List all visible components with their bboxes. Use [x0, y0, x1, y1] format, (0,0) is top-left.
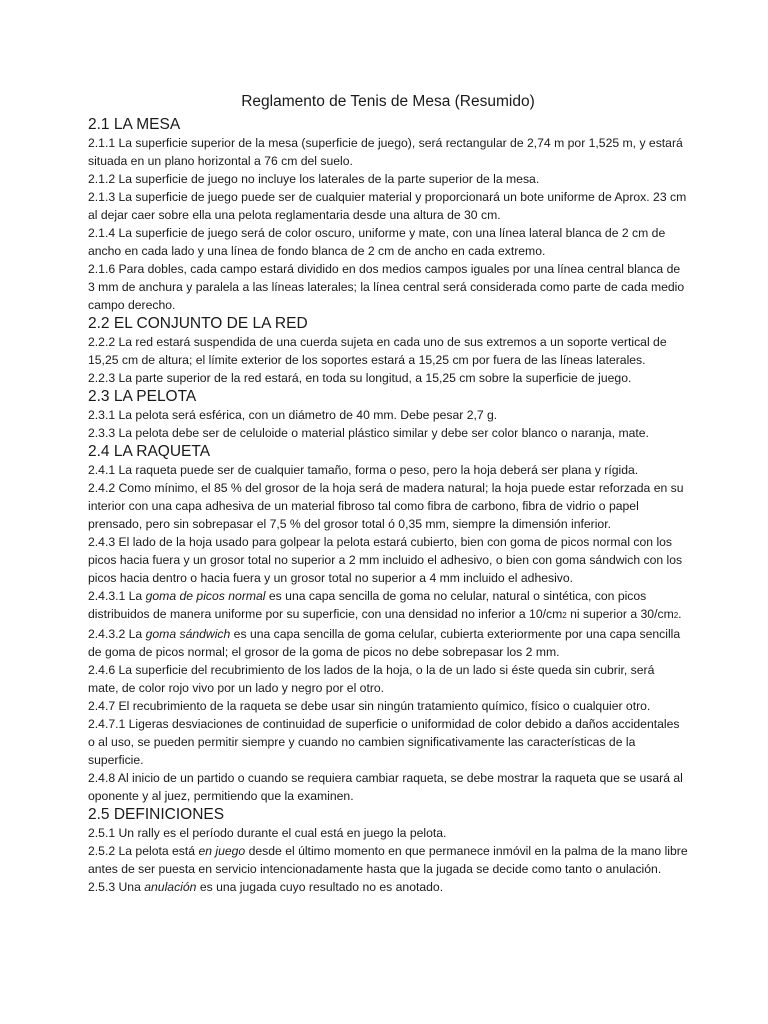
paragraph-2-1-2: 2.1.2 La superficie de juego no incluye los laterales de la parte superior de la mesa.: [88, 172, 540, 186]
paragraph-2-4-7: 2.4.7 El recubrimiento de la raqueta se debe usar sin ningún tratamiento químico, físico o cualquier otro.: [88, 699, 651, 713]
paragraph-2-2-2: 2.2.2 La red estará suspendida de una cuerda sujeta en cada uno de sus extremos a un soporte vertical de 15,25 cm de altura; el límite exterior de los soportes estará a 15,25 cm por fuera de las líneas laterales.: [88, 335, 667, 367]
paragraph-2-4-3-1: 2.4.3.1 La goma de picos normal es una capa sencilla de goma no celular, natural o sintética, con picos distribuidos de manera uniforme por su superficie, con una densidad no inferior a 10/cm2 ni superior a 30/cm2.: [88, 589, 682, 621]
paragraph-2-5-1: 2.5.1 Un rally es el período durante el cual está en juego la pelota.: [88, 826, 447, 840]
paragraph-2-1-6: 2.1.6 Para dobles, cada campo estará dividido en dos medios campos iguales por una línea central blanca de 3 mm de anchura y paralela a las líneas laterales; la línea central será considerada como parte de cada medio campo derecho.: [88, 262, 685, 312]
section-heading-definiciones: 2.5 DEFINICIONES: [88, 806, 225, 823]
paragraph-2-4-6: 2.4.6 La superficie del recubrimiento de los lados de la hoja, o la de un lado si éste queda sin cubrir, será mate, de color rojo vivo por un lado y negro por el otro.: [88, 663, 655, 695]
document-page: [88, 92, 688, 896]
paragraph-2-5-3: 2.5.3 Una anulación es una jugada cuyo resultado no es anotado.: [88, 880, 444, 894]
paragraph-2-1-4: 2.1.4 La superficie de juego será de color oscuro, uniforme y mate, con una línea lateral blanca de 2 cm de ancho en cada lado y una línea de fondo blanca de 2 cm de ancho en cada extremo.: [88, 226, 666, 258]
section-heading-mesa: 2.1 LA MESA: [88, 116, 181, 133]
term-en-juego: en juego: [198, 844, 246, 858]
paragraph-2-4-2: 2.4.2 Como mínimo, el 85 % del grosor de la hoja será de madera natural; la hoja puede estar reforzada en su interior con una capa adhesiva de un material fibroso tal como fibra de carbono, fibra de vidrio o papel prensado, pero sin sobrepasar el 7,5 % del grosor total ó 0,35 mm, siempre la dimensión inferior.: [88, 481, 684, 531]
term-goma-picos-normal: goma de picos normal: [145, 589, 266, 603]
term-goma-sandwich: goma sándwich: [145, 627, 231, 641]
section-heading-red: 2.2 EL CONJUNTO DE LA RED: [88, 315, 308, 332]
paragraph-2-4-3: 2.4.3 El lado de la hoja usado para golpear la pelota estará cubierto, bien con goma de picos normal con los picos hacia fuera y un grosor total no superior a 2 mm incluido el adhesivo, o bien con goma sándwich con los picos hacia dentro o hacia fuera y un grosor total no superior a 4 mm incluido el adhesivo.: [88, 535, 683, 585]
paragraph-2-3-3: 2.3.3 La pelota debe ser de celuloide o material plástico similar y debe ser color blanco o naranja, mate.: [88, 426, 649, 440]
paragraph-2-3-1: 2.3.1 La pelota será esférica, con un diámetro de 40 mm. Debe pesar 2,7 g.: [88, 408, 498, 422]
document-title: Reglamento de Tenis de Mesa (Resumido): [241, 93, 535, 110]
paragraph-2-4-3-2: 2.4.3.2 La goma sándwich es una capa sencilla de goma celular, cubierta exteriormente por una capa sencilla de goma de picos normal; el grosor de la goma de picos no debe sobrepasar los 2 mm.: [88, 627, 681, 659]
paragraph-2-4-7-1: 2.4.7.1 Ligeras desviaciones de continuidad de superficie o uniformidad de color debido a daños accidentales o al uso, se pueden permitir siempre y cuando no cambien significativamente las características de la superficie.: [88, 717, 680, 767]
paragraph-2-4-1: 2.4.1 La raqueta puede ser de cualquier tamaño, forma o peso, pero la hoja deberá ser plana y rígida.: [88, 463, 639, 477]
section-heading-pelota: 2.3 LA PELOTA: [88, 388, 197, 405]
paragraph-2-2-3: 2.2.3 La parte superior de la red estará, en toda su longitud, a 15,25 cm sobre la superficie de juego.: [88, 371, 632, 385]
paragraph-2-1-3: 2.1.3 La superficie de juego puede ser de cualquier material y proporcionará un bote uniforme de Aprox. 23 cm al dejar caer sobre ella una pelota reglamentaria desde una altura de 30 cm.: [88, 190, 687, 222]
term-anulacion: anulación: [144, 880, 197, 894]
paragraph-2-5-2: 2.5.2 La pelota está en juego desde el último momento en que permanece inmóvil en la palma de la mano libre antes de ser puesta en servicio intencionadamente hasta que la jugada se decide como tanto o anulación.: [88, 844, 688, 876]
section-heading-raqueta: 2.4 LA RAQUETA: [88, 443, 211, 460]
paragraph-2-4-8: 2.4.8 Al inicio de un partido o cuando se requiera cambiar raqueta, se debe mostrar la raqueta que se usará al oponente y al juez, permitiendo que la examinen.: [88, 771, 683, 803]
paragraph-2-1-1: 2.1.1 La superficie superior de la mesa (superficie de juego), será rectangular de 2,74 m por 1,525 m, y estará situada en un plano horizontal a 76 cm del suelo.: [88, 136, 683, 168]
